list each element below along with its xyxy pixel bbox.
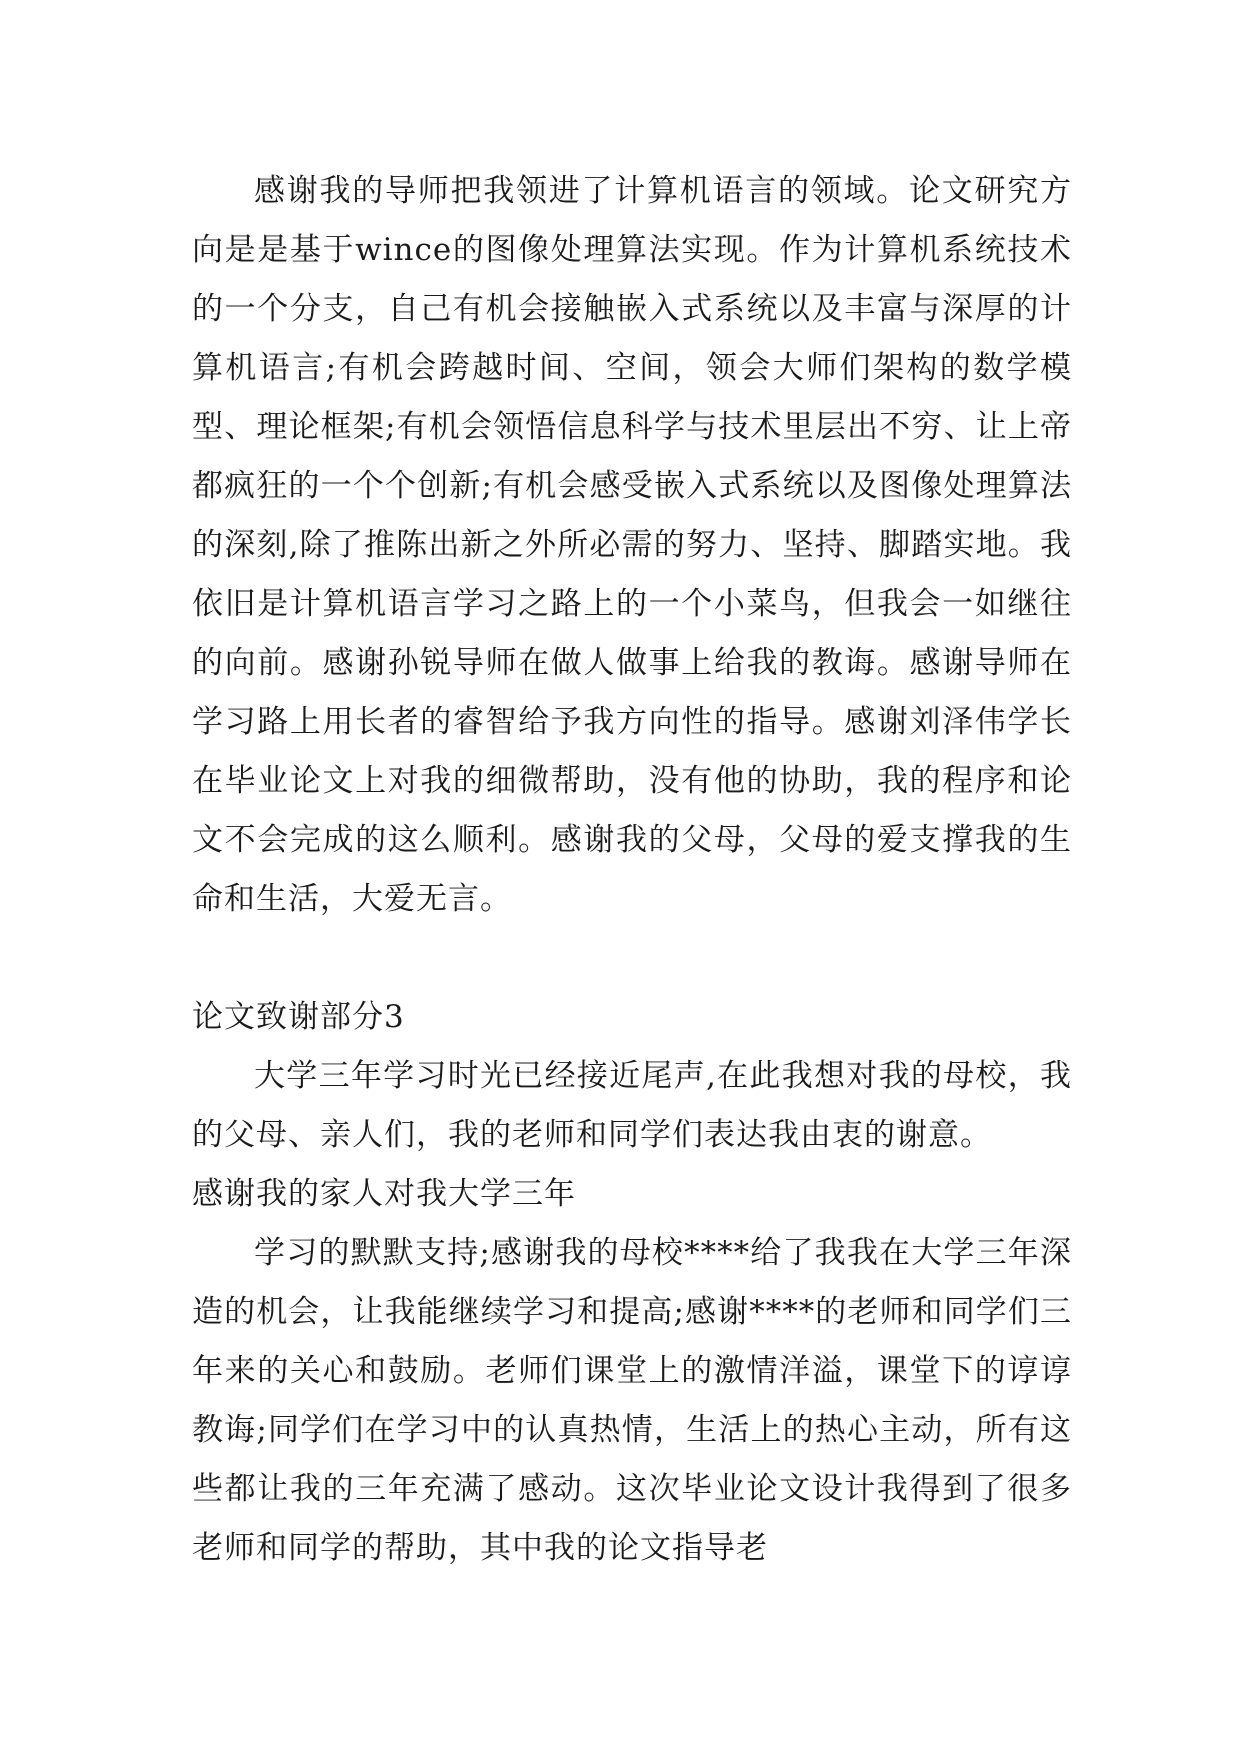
acknowledgement-paragraph-2-continuation: 感谢我的家人对我大学三年 bbox=[192, 1176, 576, 1212]
acknowledgement-paragraph-2: 大学三年学习时光已经接近尾声,在此我想对我的母校，我的父母、亲人们，我的老师和同学们表达我由衷的谢意。 bbox=[192, 1058, 1072, 1153]
acknowledgement-paragraph-3: 学习的默默支持;感谢我的母校****给了我我在大学三年深造的机会，让我能继续学习和提高;感谢****的老师和同学们三年来的关心和鼓励。老师们课堂上的激情洋溢，课堂下的谆谆教诲;同学们在学习中的认真热情，生活上的热心主动，所有这些都让我的三年充满了感动。这次毕业论文设计我得到了很多老师和同学的帮助，其中我的论文指导老 bbox=[192, 1235, 1072, 1566]
acknowledgement-paragraph-1: 感谢我的导师把我领进了计算机语言的领域。论文研究方向是是基于wince的图像处理算法实现。作为计算机系统技术的一个分支，自己有机会接触嵌入式系统以及丰富与深厚的计算机语言;有机会跨越时间、空间，领会大师们架构的数学模型、理论框架;有机会领悟信息科学与技术里层出不穷、让上帝都疯狂的一个个创新;有机会感受嵌入式系统以及图像处理算法的深刻,除了推陈出新之外所必需的努力、坚持、脚踏实地。我依旧是计算机语言学习之路上的一个小菜鸟，但我会一如继往的向前。感谢孙锐导师在做人做事上给我的教诲。感谢导师在学习路上用长者的睿智给予我方向性的指导。感谢刘泽伟学长在毕业论文上对我的细微帮助，没有他的协助，我的程序和论文不会完成的这么顺利。感谢我的父母，父母的爱支撑我的生命和生活，大爱无言。 bbox=[192, 173, 1072, 917]
section-heading: 论文致谢部分3 bbox=[192, 999, 405, 1035]
document-body bbox=[192, 162, 1072, 1578]
